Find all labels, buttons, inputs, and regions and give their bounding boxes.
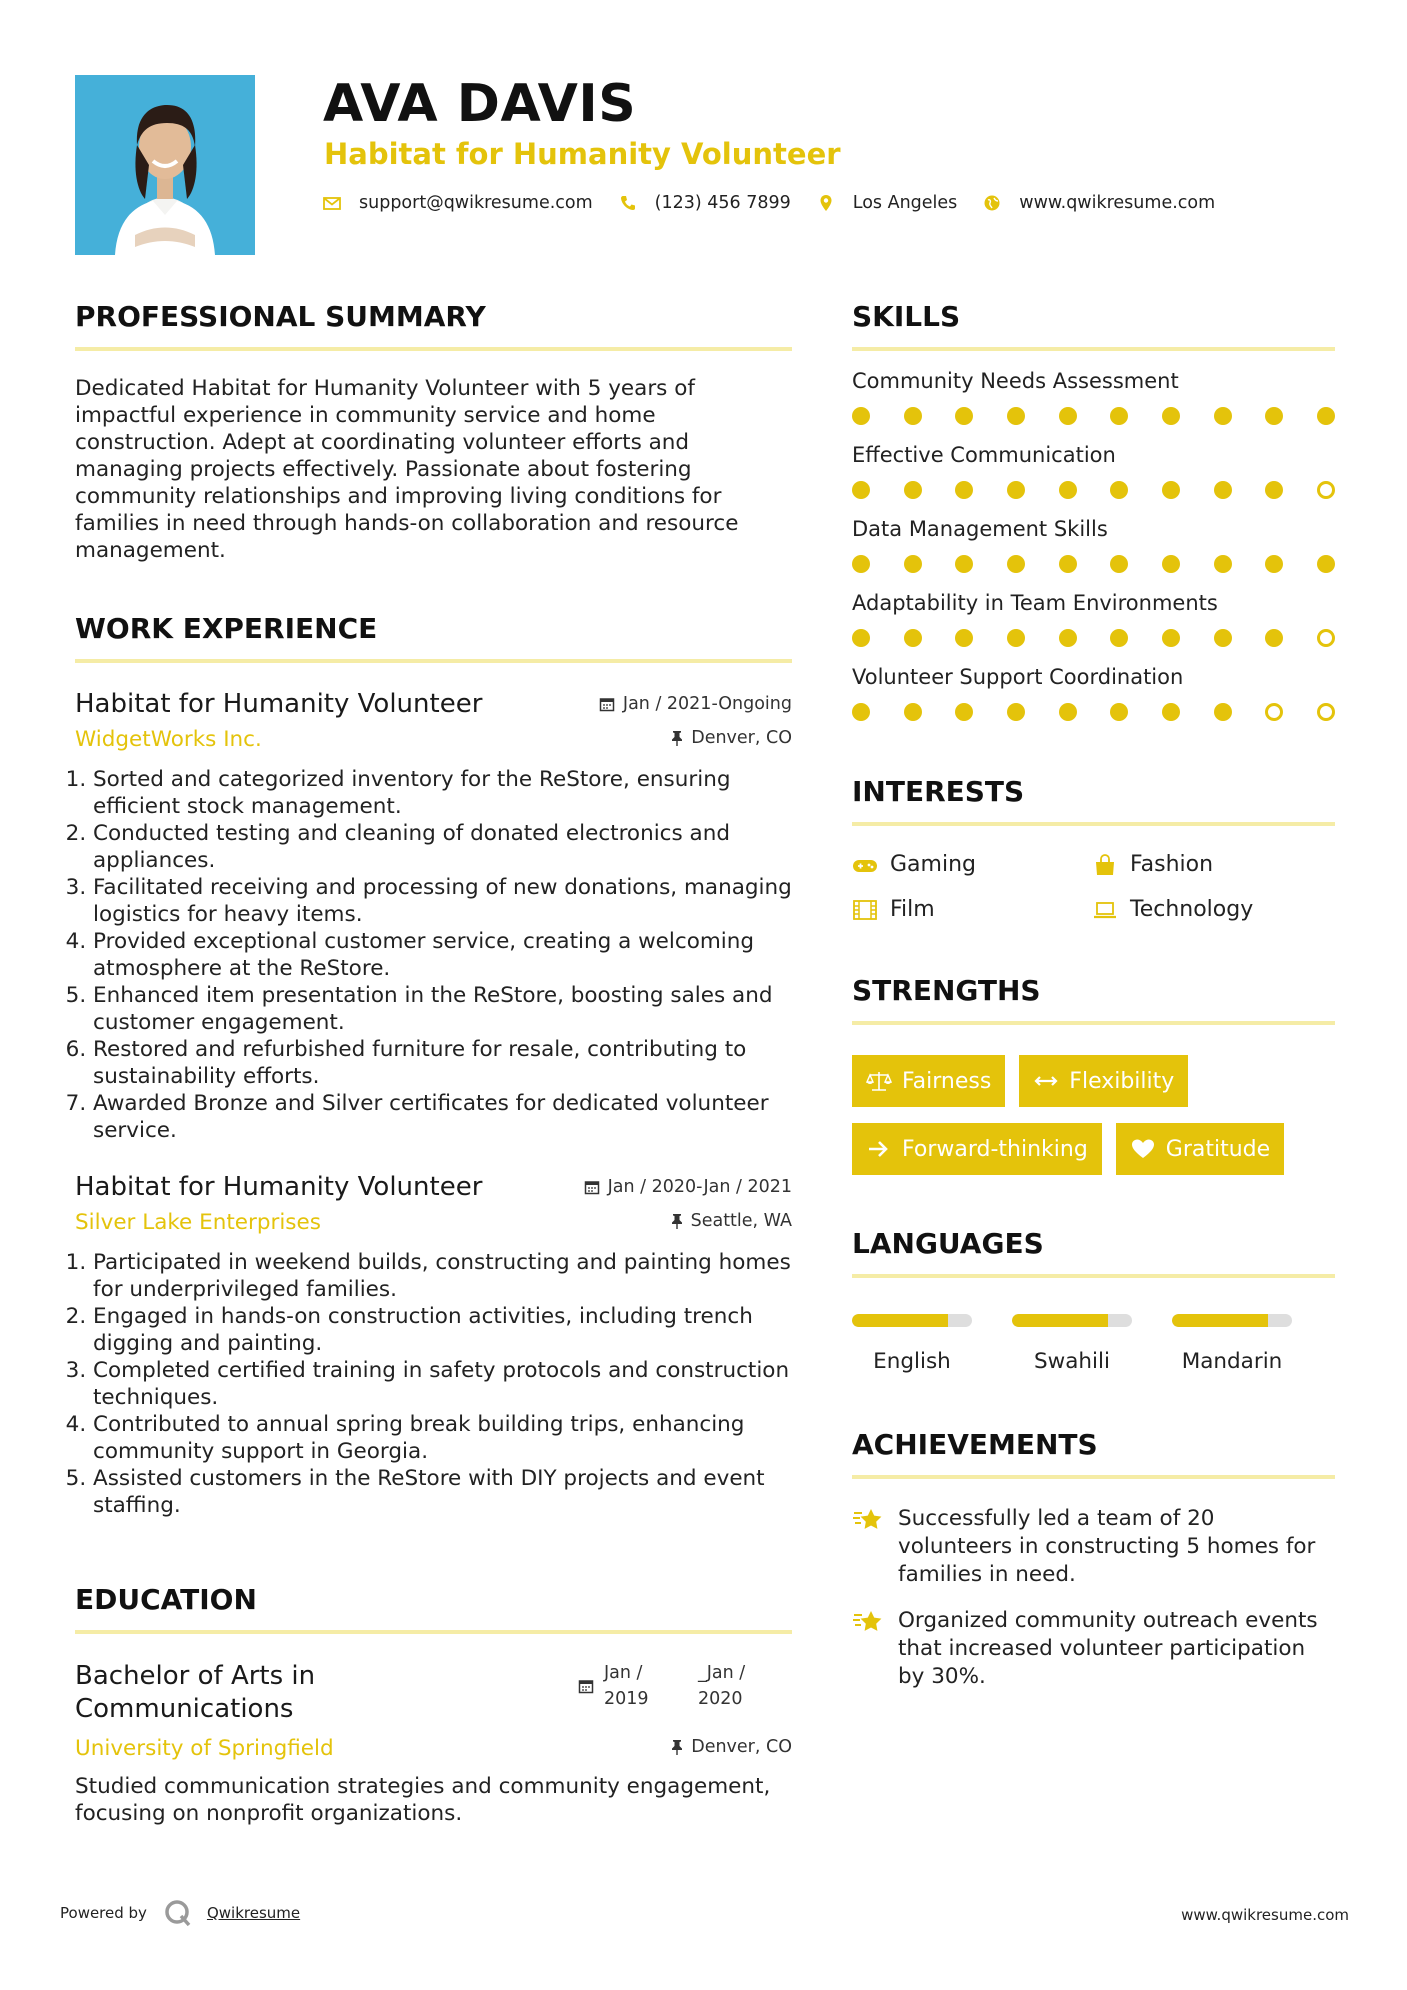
education-dates (578, 1660, 756, 1712)
rating-dot-filled (1214, 703, 1232, 721)
rating-dot-filled (1265, 555, 1283, 573)
skill-rating (852, 555, 1335, 573)
job-date (599, 694, 792, 714)
achievement-item (852, 1505, 1335, 1589)
skill-name: Volunteer Support Coordination (852, 665, 1184, 689)
language-name: Swahili (1034, 1349, 1110, 1374)
rating-dot-filled (955, 703, 973, 721)
job-title: Habitat for Humanity Volunteer (75, 1172, 483, 1202)
rating-dot-filled (955, 555, 973, 573)
contact-bar (323, 193, 1241, 213)
calendar-icon (578, 1678, 594, 1694)
achievement-item (852, 1607, 1335, 1691)
rating-dot-filled (1059, 555, 1077, 573)
languages-heading: LANGUAGES (852, 1227, 1335, 1278)
contact-email-text: support@qwikresume.com (359, 193, 593, 213)
footer-powered-by (60, 1898, 300, 1928)
interests-section (852, 775, 1335, 922)
list-item: 7. Awarded Bronze and Silver certificates for dedicated volunteer service. (93, 1090, 792, 1144)
rating-dot-filled (904, 555, 922, 573)
strength-badge (852, 1055, 1005, 1107)
phone-icon (619, 194, 637, 212)
language-item (1172, 1314, 1292, 1374)
skill-name: Effective Communication (852, 443, 1116, 467)
rating-dot-filled (1059, 407, 1077, 425)
language-level-fill (1172, 1314, 1268, 1327)
interest-label: Gaming (890, 852, 976, 877)
strengths-heading: STRENGTHS (852, 974, 1335, 1025)
job-bullets (75, 766, 792, 1144)
rating-dot-filled (1162, 629, 1180, 647)
contact-phone-text: (123) 456 7899 (654, 193, 791, 213)
company-name: Silver Lake Enterprises (75, 1210, 321, 1235)
rating-dot-filled (1162, 703, 1180, 721)
envelope-icon (323, 194, 341, 212)
rating-dot-filled (852, 703, 870, 721)
company-name: WidgetWorks Inc. (75, 727, 262, 752)
job-location-text: Seattle, WA (690, 1211, 792, 1231)
list-item: 6. Restored and refurbished furniture for resale, contributing to sustainability efforts. (93, 1036, 792, 1090)
rating-dot-filled (1007, 481, 1025, 499)
strength-label: Gratitude (1165, 1136, 1271, 1162)
rating-dot-filled (1214, 555, 1232, 573)
star-award-icon (852, 1505, 884, 1537)
rating-dot-filled (1162, 407, 1180, 425)
job-location-text: Denver, CO (691, 728, 792, 748)
list-item: 5. Enhanced item presentation in the ReStore, boosting sales and customer engagement. (93, 982, 792, 1036)
education-location-text: Denver, CO (691, 1737, 792, 1757)
language-item (852, 1314, 972, 1374)
skill-name: Community Needs Assessment (852, 369, 1179, 393)
rating-dot-filled (955, 407, 973, 425)
education-section (75, 1583, 792, 1827)
rating-dot-empty (1317, 481, 1335, 499)
rating-dot-filled (852, 555, 870, 573)
experience-heading: WORK EXPERIENCE (75, 612, 792, 663)
education-location (671, 1737, 792, 1757)
heart-icon (1130, 1138, 1156, 1160)
strength-label: Fairness (902, 1068, 992, 1094)
pushpin-icon (671, 730, 683, 746)
rating-dot-filled (1265, 481, 1283, 499)
gamepad-icon (852, 854, 878, 876)
rating-dot-filled (1317, 407, 1335, 425)
job-date (584, 1177, 792, 1197)
summary-text: Dedicated Habitat for Humanity Volunteer with 5 years of impactful experience in community service and home construction. Adept at coordinating volunteer efforts and managing projects effectively. Passionate about fostering community relationships and improving living conditions for families in need through hands-on collaboration and resource management. (75, 376, 739, 563)
language-level-bar (1012, 1314, 1132, 1327)
list-item: 1. Sorted and categorized inventory for the ReStore, ensuring efficient stock management. (93, 766, 792, 820)
language-level-bar (852, 1314, 972, 1327)
language-name: English (873, 1349, 951, 1374)
star-award-icon (852, 1607, 884, 1639)
rating-dot-filled (1265, 629, 1283, 647)
contact-location-text: Los Angeles (852, 193, 958, 213)
list-item: 4. Provided exceptional customer service, creating a welcoming atmosphere at the ReStore. (93, 928, 792, 982)
skill-rating (852, 481, 1335, 499)
job-entry (75, 689, 792, 1144)
rating-dot-empty (1265, 703, 1283, 721)
arrows-horizontal-icon (1033, 1070, 1059, 1092)
skill-item (852, 591, 1335, 647)
rating-dot-filled (904, 703, 922, 721)
rating-dot-filled (1214, 629, 1232, 647)
rating-dot-filled (1162, 481, 1180, 499)
skills-heading: SKILLS (852, 300, 1335, 351)
job-title: Habitat for Humanity Volunteer (75, 689, 483, 719)
strength-badge (852, 1123, 1102, 1175)
job-date-text: Jan / 2021-Ongoing (622, 694, 792, 714)
summary-section (75, 300, 792, 564)
interest-item (852, 852, 1092, 877)
job-entry (75, 1172, 792, 1519)
balance-scale-icon (866, 1070, 892, 1092)
list-item: 3. Completed certified training in safety protocols and construction techniques. (93, 1357, 792, 1411)
language-level-fill (852, 1314, 948, 1327)
film-icon (852, 899, 878, 921)
rating-dot-filled (904, 481, 922, 499)
contact-website-text: www.qwikresume.com (1019, 193, 1216, 213)
list-item: 1. Participated in weekend builds, constructing and painting homes for underprivileged families. (93, 1249, 792, 1303)
list-item: 2. Conducted testing and cleaning of donated electronics and appliances. (93, 820, 792, 874)
list-item: 5. Assisted customers in the ReStore with DIY projects and event staffing. (93, 1465, 792, 1519)
footer-site-link[interactable]: www.qwikresume.com (1181, 1906, 1349, 1924)
rating-dot-filled (1265, 407, 1283, 425)
education-description: Studied communication strategies and community engagement, focusing on nonprofit organizations. (75, 1774, 771, 1826)
rating-dot-filled (1214, 407, 1232, 425)
skill-rating (852, 407, 1335, 425)
qwikresume-link[interactable]: Qwikresume (206, 1904, 301, 1922)
candidate-title: Habitat for Humanity Volunteer (324, 137, 841, 171)
interest-label: Technology (1130, 897, 1254, 922)
strength-label: Forward-thinking (902, 1136, 1088, 1162)
achievements-heading: ACHIEVEMENTS (852, 1428, 1335, 1479)
language-item (1012, 1314, 1132, 1374)
job-date-text: Jan / 2020-Jan / 2021 (607, 1177, 792, 1197)
achievements-section (852, 1428, 1335, 1691)
skill-item (852, 665, 1335, 721)
achievement-text: Successfully led a team of 20 volunteers in constructing 5 homes for families in need. (898, 1506, 1316, 1587)
rating-dot-filled (904, 407, 922, 425)
language-level-bar (1172, 1314, 1292, 1327)
interest-label: Film (890, 897, 935, 922)
rating-dot-filled (1007, 555, 1025, 573)
rating-dot-filled (1110, 555, 1128, 573)
skill-rating (852, 629, 1335, 647)
pushpin-icon (671, 1213, 683, 1229)
strength-label: Flexibility (1069, 1068, 1175, 1094)
powered-by-label: Powered by (60, 1904, 147, 1922)
interest-item (852, 897, 1092, 922)
skills-section (852, 300, 1335, 721)
list-item: 4. Contributed to annual spring break building trips, enhancing community support in Georgia. (93, 1411, 792, 1465)
education-end: _Jan / 2020 (698, 1663, 746, 1709)
map-pin-icon (817, 194, 835, 212)
rating-dot-filled (1110, 629, 1128, 647)
achievement-text: Organized community outreach events that increased volunteer participation by 30%. (898, 1608, 1318, 1689)
skill-rating (852, 703, 1335, 721)
globe-icon (983, 194, 1001, 212)
rating-dot-empty (1317, 703, 1335, 721)
calendar-icon (599, 696, 615, 712)
rating-dot-empty (1317, 629, 1335, 647)
skill-item (852, 517, 1335, 573)
skill-name: Data Management Skills (852, 517, 1108, 541)
skill-item (852, 443, 1335, 499)
rating-dot-filled (1110, 703, 1128, 721)
job-location (671, 728, 792, 748)
candidate-name: AVA DAVIS (323, 74, 637, 134)
strength-badge (1019, 1055, 1188, 1107)
contact-website[interactable] (983, 193, 1215, 213)
contact-email[interactable] (323, 193, 593, 213)
degree-title: Bachelor of Arts in Communications (75, 1661, 316, 1724)
language-level-fill (1012, 1314, 1108, 1327)
interest-item (1092, 852, 1332, 877)
rating-dot-filled (955, 629, 973, 647)
left-column (75, 300, 792, 1827)
rating-dot-filled (1007, 703, 1025, 721)
interests-heading: INTERESTS (852, 775, 1335, 826)
summary-heading: PROFESSIONAL SUMMARY (75, 300, 792, 351)
school-name: University of Springfield (75, 1736, 334, 1761)
profile-photo (75, 75, 255, 255)
experience-section (75, 612, 792, 1519)
rating-dot-filled (852, 481, 870, 499)
skill-item (852, 369, 1335, 425)
list-item: 2. Engaged in hands-on construction activities, including trench digging and painting. (93, 1303, 792, 1357)
strengths-section (852, 974, 1335, 1191)
calendar-icon (584, 1179, 600, 1195)
pushpin-icon (671, 1739, 683, 1755)
rating-dot-filled (1110, 407, 1128, 425)
languages-section (852, 1227, 1335, 1374)
rating-dot-filled (1162, 555, 1180, 573)
interest-item (1092, 897, 1332, 922)
interest-label: Fashion (1130, 852, 1214, 877)
rating-dot-filled (955, 481, 973, 499)
rating-dot-filled (852, 407, 870, 425)
rating-dot-filled (1110, 481, 1128, 499)
right-column (852, 300, 1335, 1691)
job-bullets (75, 1249, 792, 1519)
strength-badge (1116, 1123, 1284, 1175)
rating-dot-filled (1214, 481, 1232, 499)
rating-dot-filled (1007, 407, 1025, 425)
rating-dot-filled (852, 629, 870, 647)
contact-phone[interactable] (619, 193, 791, 213)
laptop-icon (1092, 899, 1118, 921)
education-start: Jan / 2019 (604, 1663, 649, 1709)
rating-dot-filled (1007, 629, 1025, 647)
language-name: Mandarin (1181, 1349, 1283, 1374)
rating-dot-filled (1317, 555, 1335, 573)
arrow-right-icon (866, 1138, 892, 1160)
skills-list (852, 369, 1335, 721)
list-item: 3. Facilitated receiving and processing of new donations, managing logistics for heavy items. (93, 874, 792, 928)
shopping-bag-icon (1092, 854, 1118, 876)
rating-dot-filled (1059, 629, 1077, 647)
rating-dot-filled (1059, 703, 1077, 721)
education-heading: EDUCATION (75, 1583, 792, 1634)
contact-location (817, 193, 958, 213)
rating-dot-filled (1059, 481, 1077, 499)
job-location (671, 1211, 792, 1231)
qwikresume-logo-icon (163, 1898, 193, 1928)
skill-name: Adaptability in Team Environments (852, 591, 1218, 615)
rating-dot-filled (904, 629, 922, 647)
